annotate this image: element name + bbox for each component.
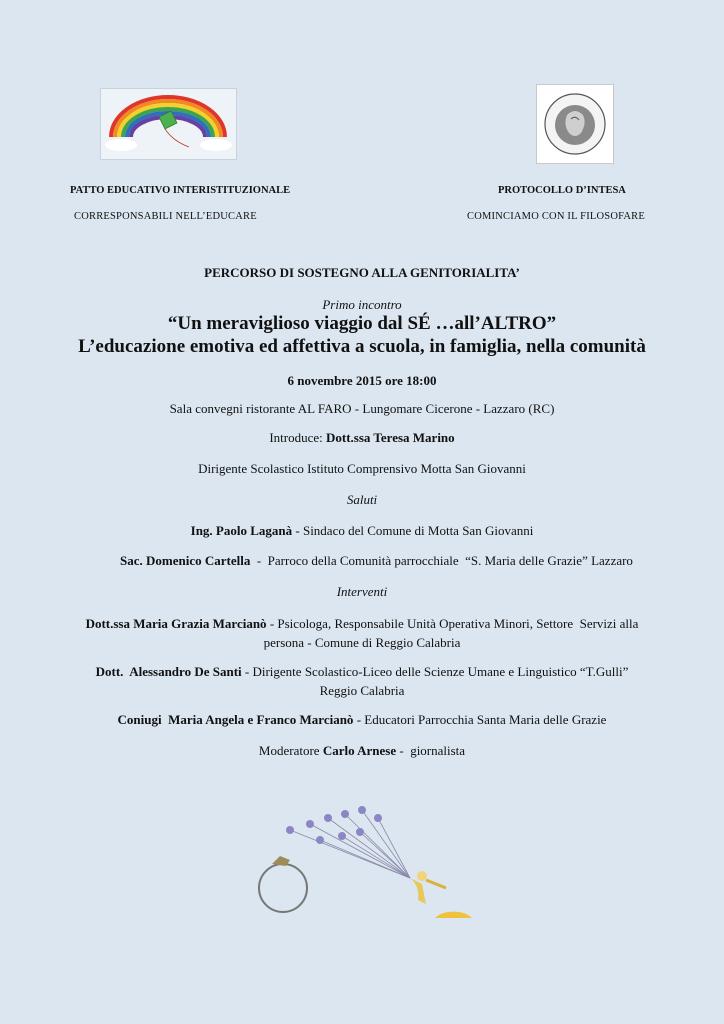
series-title: PERCORSO DI SOSTEGNO ALLA GENITORIALITA’ [204, 265, 520, 280]
event-title: “Un meraviglioso viaggio dal SÉ …all’ALTRO” [167, 313, 557, 334]
intervento-name: Coniugi Maria Angela e Franco Marcianò [117, 712, 354, 727]
event-location: Sala convegni ristorante AL FARO - Lungomare Cicerone - Lazzaro (RC) [169, 401, 555, 416]
little-prince-illustration [250, 800, 480, 925]
saluto-role: - Parroco della Comunità parrocchiale “S. Maria delle Grazie” Lazzaro [250, 553, 633, 568]
intervento-name: Dott.ssa Maria Grazia Marcianò [85, 616, 267, 631]
cominciamo-subheading: COMINCIAMO CON IL FILOSOFARE [467, 211, 645, 222]
event-date: 6 novembre 2015 ore 18:00 [287, 373, 437, 388]
intervento-item [0, 662, 724, 700]
introduce-name: Dott.ssa Teresa Marino [325, 430, 455, 445]
intervento-role: - Educatori Parrocchia Santa Maria delle Grazie [353, 712, 607, 727]
protocollo-heading: PROTOCOLLO D’INTESA [498, 185, 626, 196]
moderatore-label: Moderatore [258, 743, 323, 758]
intervento-item [0, 614, 724, 652]
intervento-role: - Dirigente Scolastico-Liceo delle Scienze Umane e Linguistico “T.Gulli” [241, 664, 629, 679]
moderatore-line [0, 743, 724, 759]
moderatore-role: - giornalista [396, 743, 466, 758]
saluto-name: Sac. Domenico Cartella [120, 553, 251, 568]
interventi-heading: Interventi [336, 584, 388, 599]
intervento-role-cont: persona - Comune di Reggio Calabria [263, 635, 461, 650]
patto-educativo-heading: PATTO EDUCATIVO INTERISTITUZIONALE [70, 185, 291, 196]
intervento-role-cont: Reggio Calabria [319, 683, 405, 698]
introduce-role: Dirigente Scolastico Istituto Comprensivo Motta San Giovanni [198, 461, 526, 476]
coin-profile-logo [536, 84, 614, 164]
event-subtitle: L’educazione emotiva ed affettiva a scuola, in famiglia, nella comunità [78, 336, 646, 357]
intervento-name: Dott. Alessandro De Santi [95, 664, 242, 679]
corresponsabili-subheading: CORRESPONSABILI NELL’EDUCARE [74, 211, 257, 222]
saluti-heading: Saluti [346, 492, 378, 507]
meeting-label: Primo incontro [322, 297, 402, 312]
introduce-line [0, 430, 724, 446]
saluto-role: - Sindaco del Comune di Motta San Giovanni [292, 523, 534, 538]
intervento-role: - Psicologa, Responsabile Unità Operativa Minori, Settore Servizi alla [266, 616, 639, 631]
saluto-item [120, 553, 633, 569]
saluto-name: Ing. Paolo Laganà [190, 523, 293, 538]
introduce-label: Introduce: [269, 430, 326, 445]
saluto-item [0, 523, 724, 539]
rainbow-kite-logo [100, 88, 237, 160]
moderatore-name: Carlo Arnese [322, 743, 397, 758]
intervento-item [0, 712, 724, 728]
